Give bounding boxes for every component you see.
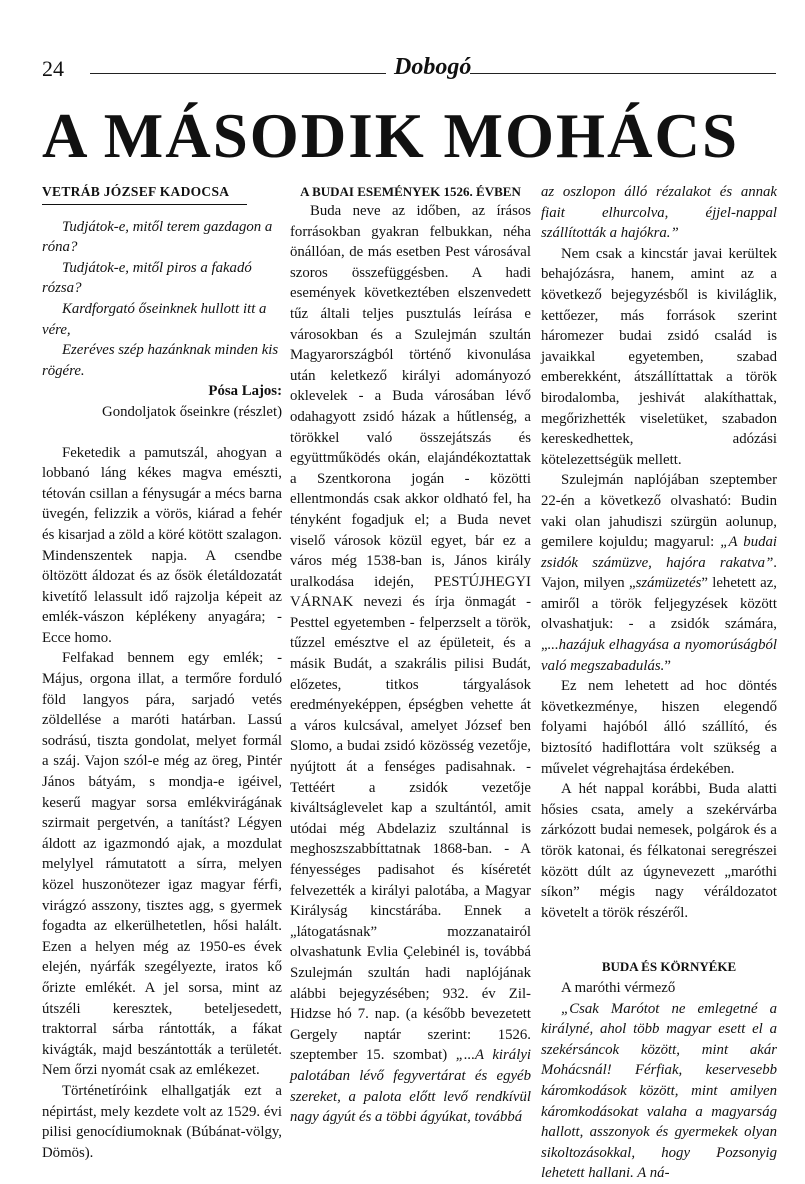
- paragraph: Történetíróink elhallgatják ezt a népirtást, mely kezdete volt az 1529. évi pilisi genocídiumoknak (Búbánat-völgy, Dömös).: [42, 1082, 282, 1161]
- paragraph: A hét nappal korábbi, Buda alatti hősies csata, amely a szekérvárba zárkózott budai nemesek, polgárok és a török katonai, és félkatonai seregrészei között dúlt az úgynevezett „maróthi síkon” mégis nagy véráldozatot követelt a török részéről.: [541, 781, 777, 921]
- poem-line: Tudjátok-e, mitől terem gazdagon a róna?: [42, 218, 273, 256]
- quote-text: számüzetés: [635, 575, 702, 592]
- column-2: [290, 182, 531, 1128]
- paragraph: [541, 470, 777, 676]
- quote-text: „Csak Marótot ne emlegetné a királyné, ahol több magyar esett el a szekérsáncok között, mint akár Mohácsnál! Férfiak, keservesebb káromkodások között, mint amilyen káromkodásokat valaha a magyarság hallott, asszonyok és gyermekek olyan sikoltozásokkal, hogy Pozsonyig lehetett hallani. A ná-: [541, 1000, 777, 1182]
- quote-continuation: az oszlopon álló rézalakot és annak fiait elhurcolva, éjjel-nappal szállították a hajókra.”: [541, 184, 777, 242]
- paragraph: Nem csak a kincstár javai kerültek behajózásra, hanem, amint az a következő bejegyzésből is kiviláglik, kettőezer, más források szerint háromezer budai zsidó család is javaikkal egyetemben, szabad emberekként, átszállíttattak a török birodalomba, jeshivát alakíthattak, megőrizhették viseletüket, szabadon kereskedhettek, adózási kötelezettségük mellett.: [541, 245, 777, 468]
- spacer: [541, 923, 777, 957]
- subheading: A maróthi vérmező: [561, 979, 676, 996]
- paragraph-text: ” lehetett az, amiről a török feljegyzések között olvashatjuk: - a zsidók számára, „: [541, 575, 777, 654]
- paragraph: [290, 201, 531, 1128]
- header-rule-left: [90, 73, 386, 74]
- article-title: A MÁSODIK MOHÁCS: [42, 101, 740, 171]
- poem-source: Gondoljatok őseinkre (részlet): [102, 403, 282, 420]
- journal-name: Dobogó: [394, 54, 472, 80]
- column-3: [541, 182, 777, 1184]
- paragraph: Feketedik a pamutszál, ahogyan a lobbanó láng kékes magva emészti, tétován csillan a fénysugár a mécs barna üvegén, felizzik a vörös, kiárad a fehér és kisarjad a zöld a köré kötött szalagon. Mindenszentek napja. A csendbe öltözött áldozat és az ősök életáldozatát kivetítő lelassult idő rajzolja képeit az emlék-vászon képlékeny anyagára; - Ecce homo.: [42, 444, 282, 646]
- quote-text: „A budai zsidók számüzve, hajóra rakatva”: [541, 534, 778, 571]
- paragraph: Felfakad bennem egy emlék; - Május, orgona illat, a termőre forduló föld langyos pára, sarjadó vetés zöldellése a maróti határban. Lassú sodrású, tiszta gondolat, melyet formál a száj. Vajon szól-e még az öreg, Pintér János bátyám, s mondja-e igéivel, keserű magyar sorsa emlékvirágának szirmait pergetvén, a tanítást? Légyen áldott az igazmondó ajak, a mozdulat melylyel rámutatott a sírra, melyen közel huszonötezer igaz magyar férfi, virágzó asszony, tisztes agg, s gyermek fogadta az elkerülhetetlen, hősi halált. Ezen a helyen még az 1950-es évek elején, nyárfák szegélyezte, iratos kő őrizte emlékét. A jel sorsa, mint az útszéli keresztek, beteljesedett, traktorral sárba rántották, a fákat kivágták, majd beszántották a területét. Nem őrzi nyomát csak az emlékezet.: [42, 650, 282, 1079]
- page-number: 24: [42, 56, 64, 81]
- quote-text: „...A királyi palotában lévő fegyvertárat és egyéb szereket, a palota előtt levő rendkívül nagy ágyút és a többi ágyúkat, továbbá: [290, 1047, 531, 1126]
- paragraph-text: . Vajon, milyen „: [541, 554, 777, 592]
- section-heading: A BUDAI ESEMÉNYEK 1526. ÉVBEN: [300, 184, 521, 199]
- header-rule-right: [470, 73, 776, 74]
- poem-line: Kardforgató őseinknek hullott itt a vére,: [42, 300, 267, 338]
- poem-line: Tudjátok-e, mitől piros a fakadó rózsa?: [42, 259, 252, 297]
- paragraph: Ez nem lehetett ad hoc döntés következménye, hiszen elegendő folyami hajóból álló szállító, és biztosító hadiflottára volt szükség a művelet végrehajtása érdekében.: [541, 678, 777, 777]
- author-byline: VETRÁB JÓZSEF KADOCSA: [42, 182, 247, 205]
- poem-line: Ezeréves szép hazánknak minden kis rögére.: [42, 342, 279, 379]
- spacer: [42, 423, 282, 443]
- section-heading: BUDA ÉS KÖRNYÉKE: [601, 959, 737, 975]
- poem-author: Pósa Lajos:: [208, 383, 282, 400]
- column-1: [42, 182, 282, 1163]
- paragraph-text: Buda neve az időben, az írásos forrásokban gyakran felbukkan, néha önállóan, de más esetben Pest városával szoros összefüggésben. A hadi események következtében elszenvedett tűz általi teljes pusztulás leírása e városokban és a Szulejmán szultán Magyarországból történő kivonulása után keletkező királyi adományozó oklevelek - a Buda városában lévő odahagyott zsidó házak a hűtlenség, a törökkel való összejátszás és együttműködés okán, elajándékoztattak a Szentkorona jogán - közötti ellentmondás csak akkor oldható fel, ha tényként fogadjuk el; a Buda nevet viselő városok közül egyet, bár ez a város még 1538-ban is, János király uralkodása idején, PESTÚJHEGYI VÁRNAK nevezi és írja önmagát - Pesttel egyetemben - felperzselt a török, tűzzel emésztve el az épületeit, és a másik Budát, a szakrális pilisi Budát, előzetes, titkos tárgyalások eredményeképpen, épségben vehette át a város kulcsával, amelyet József ben Slomo, a budai zsidó közösség vezetője, nyújtott át a fenséges padisahnak. - Tettéért a zsidók vezetője kiváltságlevelet kap a szultántól, amit utódai még Abdelaziz szultánnal is meghoszszabbíttatnak 1868-ban. - A fényességes padisahot és kíséretét felvezették a királyi palotába, a Magyar Királyság kincstárába. Ennek a „látogatásnak” mozzanatairól olvashatunk Evlia Çelebinél is, továbbá Szulejmán szultán hadi naplójának alábbi bejegyzésében; 932. év Zil-Hidzse hó 7. nap. (a később bevezetett Gergely naptár szerint: 1526. szeptember 15. szombat): [290, 203, 531, 1064]
- quote-text: ...hazájuk elhagyása a nyomorúságból való megszabadulás.: [541, 637, 777, 674]
- page-header: [28, 56, 776, 82]
- paragraph-text: Szulejmán naplójában szeptember 22-én a következő olvasható: Budin vaki olan jahudiszi szürgün aolunup, gemilere kojuldu; magyarul:: [541, 472, 777, 551]
- paragraph-text: ”: [664, 657, 671, 674]
